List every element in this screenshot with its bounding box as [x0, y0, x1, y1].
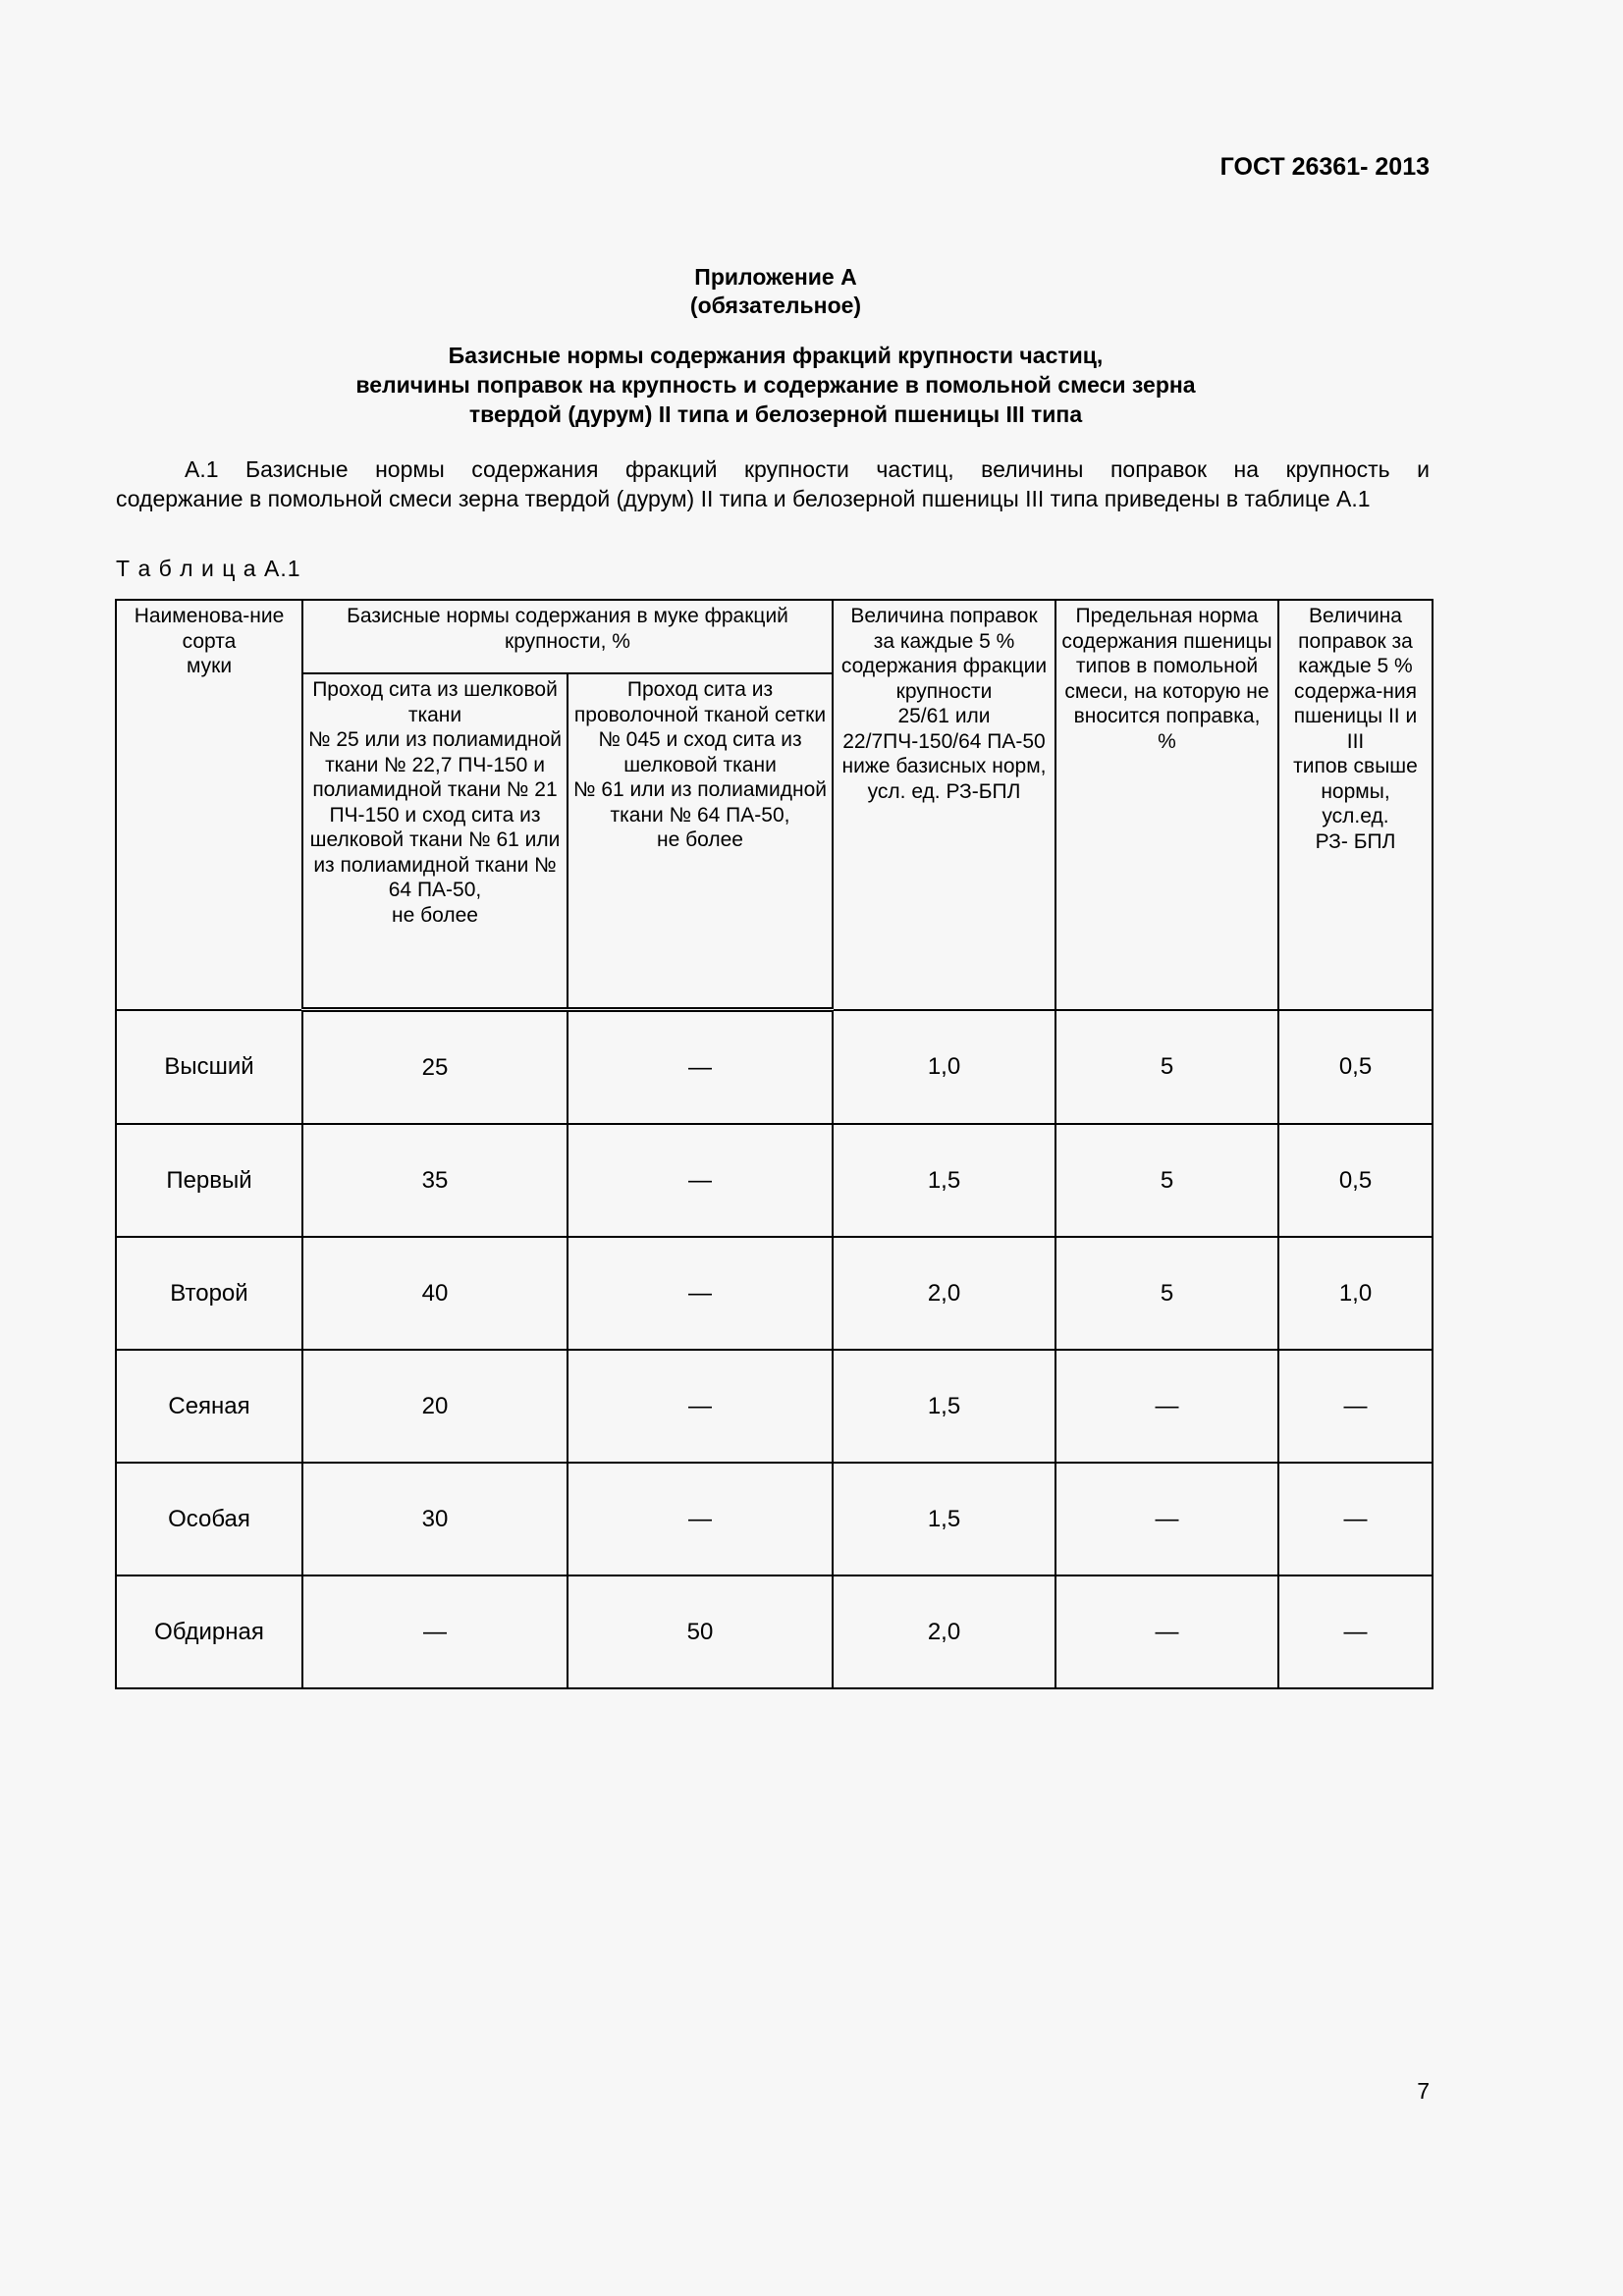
header-limit: Предельная норма содержания пшеницы типов в помольной смеси, на которую не вносится поправка, %	[1055, 600, 1278, 1010]
gost-code: ГОСТ 26361- 2013	[1219, 153, 1430, 181]
header-base-norms: Базисные нормы содержания в муке фракций крупности, %	[302, 600, 833, 673]
header-sieve-wire: Проход сита из проволочной тканой сетки № 045 и сход сита из шелковой ткани № 61 или из полиамидной ткани № 64 ПА-50, не более	[568, 673, 833, 1010]
heading-line: Базисные нормы содержания фракций крупности частиц,	[448, 343, 1104, 368]
cell-grade: Особая	[116, 1463, 302, 1575]
cell-silk: 40	[302, 1237, 568, 1350]
cell-wire: —	[568, 1237, 833, 1350]
heading-line: твердой (дурум) II типа и белозерной пшеницы III типа	[468, 401, 1083, 427]
cell-wire: —	[568, 1010, 833, 1125]
paragraph-line: содержание в помольной смеси зерна твердой (дурум) II типа и белозерной пшеницы III типа приведены в таблице А.1	[116, 486, 1371, 511]
cell-wheat: —	[1278, 1350, 1433, 1463]
cell-limit: 5	[1055, 1010, 1278, 1125]
table-row	[116, 1575, 1433, 1688]
appendix-title: Приложение А	[694, 264, 857, 290]
table-caption: Т а б л и ц а А.1	[116, 556, 301, 581]
cell-limit: —	[1055, 1350, 1278, 1463]
cell-correction: 1,5	[833, 1463, 1055, 1575]
cell-grade: Второй	[116, 1237, 302, 1350]
cell-limit: 5	[1055, 1237, 1278, 1350]
cell-grade: Сеяная	[116, 1350, 302, 1463]
cell-correction: 2,0	[833, 1575, 1055, 1688]
cell-wire: 50	[568, 1575, 833, 1688]
header-correction: Величина поправок за каждые 5 % содержания фракции крупности 25/61 или 22/7ПЧ-150/64 ПА-50 ниже базисных норм, усл. ед. РЗ-БПЛ	[833, 600, 1055, 1010]
paragraph-line: А.1 Базисные нормы содержания фракций крупности частиц, величины поправок на крупность и	[185, 456, 1430, 482]
table-row	[116, 1010, 1433, 1125]
heading-line: величины поправок на крупность и содержание в помольной смеси зерна	[355, 372, 1196, 398]
table-row	[116, 1463, 1433, 1575]
table-row	[116, 1124, 1433, 1237]
table-row	[116, 1237, 1433, 1350]
cell-correction: 2,0	[833, 1237, 1055, 1350]
header-sieve-silk: Проход сита из шелковой ткани № 25 или из полиамидной ткани № 22,7 ПЧ-150 и полиамидной ткани № 21 ПЧ-150 и сход сита из шелковой ткани № 61 или из полиамидной ткани № 64 ПА-50, не более	[302, 673, 568, 1010]
paragraph-a1	[116, 454, 1430, 513]
cell-silk: 25	[302, 1010, 568, 1125]
table-header-row	[116, 600, 1433, 673]
cell-wheat: 0,5	[1278, 1010, 1433, 1125]
cell-grade: Первый	[116, 1124, 302, 1237]
cell-correction: 1,5	[833, 1350, 1055, 1463]
cell-silk: 20	[302, 1350, 568, 1463]
appendix-block	[0, 263, 1551, 320]
cell-wire: —	[568, 1124, 833, 1237]
cell-limit: 5	[1055, 1124, 1278, 1237]
cell-correction: 1,0	[833, 1010, 1055, 1125]
cell-grade: Обдирная	[116, 1575, 302, 1688]
norms-table	[115, 599, 1434, 1689]
appendix-status: (обязательное)	[689, 293, 862, 318]
table-row	[116, 1350, 1433, 1463]
section-heading	[0, 341, 1551, 429]
cell-grade: Высший	[116, 1010, 302, 1125]
cell-silk: 30	[302, 1463, 568, 1575]
cell-limit: —	[1055, 1463, 1278, 1575]
page-number: 7	[1417, 2078, 1430, 2104]
cell-silk: 35	[302, 1124, 568, 1237]
cell-limit: —	[1055, 1575, 1278, 1688]
cell-wheat: —	[1278, 1463, 1433, 1575]
cell-wheat: 0,5	[1278, 1124, 1433, 1237]
cell-wire: —	[568, 1463, 833, 1575]
header-wheat-correction: Величина поправок за каждые 5 % содержа-ния пшеницы II и III типов свыше нормы, усл.ед. РЗ- БПЛ	[1278, 600, 1433, 1010]
cell-wheat: 1,0	[1278, 1237, 1433, 1350]
cell-wheat: —	[1278, 1575, 1433, 1688]
cell-silk: —	[302, 1575, 568, 1688]
cell-wire: —	[568, 1350, 833, 1463]
header-flour-name: Наименова-ние сорта муки	[116, 600, 302, 1010]
cell-correction: 1,5	[833, 1124, 1055, 1237]
